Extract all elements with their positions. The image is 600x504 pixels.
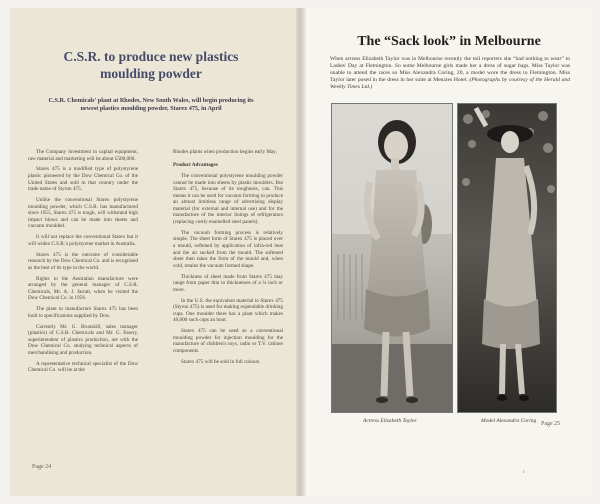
- left-page-title: C.S.R. to produce new plastics moulding powder: [63, 49, 239, 81]
- paragraph: Rhodes plants when production begins early May.: [173, 149, 277, 155]
- paragraph: Unlike the conventional Starex polystyrene moulding powder, which C.S.R. has manufactured since 1955, Starex 475 is tough, will withstand high impact blows and can be made into sheets and vacuum moulded.: [28, 197, 138, 230]
- right-page-intro: [330, 56, 570, 91]
- paragraph: A representative technical specialist of the Dow Chemical Co. will be at the: [28, 360, 138, 374]
- left-column-1: [28, 149, 138, 378]
- paragraph: Thickness of sheet made from Starex 475 may range from paper thin to thicknesses of a ¼ inch or more.: [173, 273, 283, 293]
- footer-mark: r: [523, 470, 525, 475]
- paragraph: The Company investment in capital equipment, raw material and marketing will be about £500,000.: [28, 149, 138, 162]
- paragraph: It will not replace the conventional Starex but it will widen C.S.R.'s polystyrene market in Australia.: [28, 234, 138, 247]
- paragraph: Rights to the Australian manufacture were arranged by the general manager of C.S.R. Chemicals, Mr. A. J. Jarratt, when he visited the Dow Chemical Co. in 1956.: [28, 275, 138, 302]
- photo-elizabeth-taylor: [331, 103, 453, 413]
- photo-elizabeth-taylor-image: [332, 104, 453, 413]
- photo-credit: (Photographs by courtesy of the Herald and Weekly Times Ltd.): [330, 77, 570, 90]
- page-number-left: Page 24: [32, 464, 52, 470]
- page-number-right: Page 25: [541, 421, 561, 427]
- right-page-title: The “Sack look” in Melbourne: [357, 34, 541, 49]
- paragraph: The plant to manufacture Starex 475 has been built to specifications supplied by Dow.: [28, 306, 138, 319]
- paragraph: Currently Mr. G. Brunskill, sales manager (plastics) of C.S.R. Chemicals and Mr. G. Essery, superintendent of plastics production, are with the Dow Chemical Co. studying technical aspects of merchandising and production.: [28, 323, 138, 356]
- paragraph: Starex 475 can be used as a conventional moulding powder for injection moulding for the manufacture of children's toys, radio or T.V. cabinet components.: [173, 328, 283, 354]
- intro-text: When actress Elizabeth Taylor was in Melbourne recently the toil reporters she “had nothing to wear” to Ladies' Day at Flemington. So some Melbourne girls made her a dress of sugar bags. Miss Taylor was unable to attend the races so Miss Alexandra Coring, 20, a model wore the dress to Flemington. Miss Taylor later posed in the dress in her suite at Menzies Hotel.: [330, 56, 570, 83]
- photo-alexandra-coring: [457, 103, 557, 413]
- paragraph: Starex 475 will be sold in full colours.: [181, 358, 261, 365]
- left-column-2: [173, 149, 283, 370]
- caption-alexandra-coring: Model Alexandra Coring: [481, 418, 537, 424]
- book-gutter: [296, 8, 306, 496]
- caption-elizabeth-taylor: Actress Elizabeth Taylor: [363, 418, 417, 424]
- left-page-intro: C.S.R. Chemicals' plant at Rhodes, New South Wales, will begin producing its newest plastics moulding powder, Starex 475, in April: [48, 97, 254, 113]
- paragraph: The conventional polystyrene moulding powder cannot be made into sheets by plastic moulders. But Starex 475, because of its toughness, can. This means it can be used for vacuum forming to produce an almost limitless range of advertising display material (for external and internal use) and for the manufacture of the interior linings of refrigerators (replacing costly enamelled steel panels).: [173, 173, 283, 225]
- paragraph: Starex 475 is the outcome of considerable research by the Dow Chemical Co. and is recognised as the best of its type in the world.: [28, 251, 138, 271]
- subheading-product-advantages: Product Advantages: [173, 161, 218, 168]
- photo-alexandra-coring-image: [458, 104, 557, 413]
- paragraph: Starex 475 is a modified type of polystyrene plastic pioneered by the Dow Chemical Co. of the United States and sold in that country under the trade name of Styron 475.: [28, 166, 138, 193]
- paragraph: The vacuum forming process is relatively simple. The sheet form of Starex 475 is placed over a mould, softened by application of infra-red heat and the air sucked from the mould. The softened sheet then takes the form of the mould and, when cold, retains the vacuum formed shape.: [173, 229, 283, 269]
- paragraph: In the U.S. the equivalent material to Starex 475 (Styron 475) is used for making expendable drinking cups. One moulder there has a plant which makes 40,000 such cups an hour.: [173, 297, 283, 324]
